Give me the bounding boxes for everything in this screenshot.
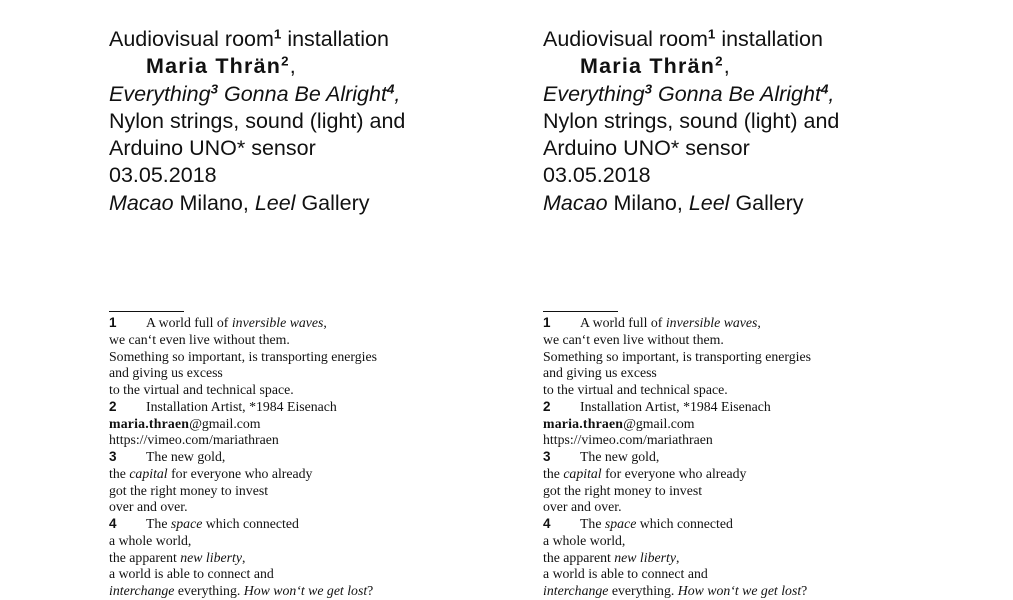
date: 03.05.2018: [109, 163, 217, 188]
footnote-ref: 1: [273, 26, 282, 42]
footnote-2: 2 Installation Artist, *1984 Eisenach: [543, 398, 771, 414]
footnote-3: 3 The new gold,: [543, 449, 660, 464]
footnote-divider: [109, 311, 184, 312]
caption-header: [109, 26, 509, 217]
footnote-line: a world is able to connect and: [109, 566, 274, 582]
footnote-ref: 2: [281, 53, 290, 69]
medium-line-2: Arduino UNO* sensor: [109, 136, 316, 161]
footnote-4: 4 The space which connected: [109, 516, 299, 531]
footnote-line: the capital for everyone who already: [543, 465, 747, 481]
artwork-title: Everything$^3$ Gonna Be Alright$^4$,: [109, 81, 401, 106]
footnote-number: 4: [109, 516, 117, 531]
footnote-line: Something so important, is transporting energies: [543, 348, 811, 364]
venue: Macao Milano, Leel Gallery: [543, 190, 804, 215]
footnote-line: and giving us excess: [543, 365, 657, 381]
medium-line-1: Nylon strings, sound (light) and: [543, 108, 840, 133]
medium-line-1: Nylon strings, sound (light) and: [109, 108, 406, 133]
date: 03.05.2018: [543, 163, 651, 188]
footnote-3: 3 The new gold,: [109, 449, 226, 464]
footnote-number: 2: [109, 398, 117, 414]
footnotes: [109, 315, 377, 600]
header-line-1: Audiovisual room$^1$ installation: [543, 26, 823, 51]
footnote-line: and giving us excess: [109, 365, 223, 381]
footnote-number: 3: [543, 449, 551, 464]
footnote-line: the capital for everyone who already: [109, 465, 313, 481]
footnote-ref: 1: [707, 26, 716, 42]
footnote-number: 1: [109, 315, 117, 330]
footnote-line: over and over.: [109, 499, 188, 515]
footnote-line: we can‘t even live without them.: [543, 331, 724, 347]
footnote-line: to the virtual and technical space.: [543, 382, 728, 397]
medium-line-2: Arduino UNO* sensor: [543, 136, 750, 161]
footnote-line: got the right money to invest: [109, 482, 269, 498]
footnote-divider: [543, 311, 618, 312]
footnotes: [543, 315, 811, 600]
artist-email: maria.thraen@gmail.com: [543, 415, 695, 431]
footnote-line: a world is able to connect and: [543, 566, 708, 582]
artist-name: Maria Thrän$^2$,: [580, 53, 731, 79]
footnote-number: 2: [543, 398, 551, 414]
footnote-line: interchange everything. How won‘t we get lost?: [543, 583, 808, 598]
column: [543, 26, 943, 598]
header-line-1: Audiovisual room$^1$ installation: [109, 26, 389, 51]
footnote-number: 1: [543, 315, 551, 330]
footnote-2: 2 Installation Artist, *1984 Eisenach: [109, 398, 337, 414]
footnote-line: the apparent new liberty,: [109, 549, 246, 565]
footnote-line: the apparent new liberty,: [543, 549, 680, 565]
artwork-title: Everything$^3$ Gonna Be Alright$^4$,: [543, 81, 835, 106]
footnote-line: Something so important, is transporting energies: [109, 348, 377, 364]
footnote-line: over and over.: [543, 499, 622, 515]
column: [109, 26, 509, 598]
artist-url: https://vimeo.com/mariathraen: [109, 432, 279, 448]
footnote-ref: 4: [386, 81, 395, 97]
footnote-ref: 3: [644, 81, 653, 97]
footnote-line: to the virtual and technical space.: [109, 382, 294, 397]
footnote-line: a whole world,: [543, 532, 626, 548]
footnote-1: 1 A world full of inversible waves,: [109, 315, 327, 330]
footnote-line: got the right money to invest: [543, 482, 703, 498]
footnote-number: 4: [543, 516, 551, 531]
footnote-ref: 3: [210, 81, 219, 97]
footnote-ref: 2: [715, 53, 724, 69]
footnote-number: 3: [109, 449, 117, 464]
artist-url: https://vimeo.com/mariathraen: [543, 432, 713, 448]
footnote-ref: 4: [820, 81, 829, 97]
artist-name: Maria Thrän$^2$,: [146, 53, 297, 79]
footnote-line: a whole world,: [109, 532, 192, 548]
footnote-4: 4 The space which connected: [543, 516, 733, 531]
footnote-1: 1 A world full of inversible waves,: [543, 315, 761, 330]
artist-email: maria.thraen@gmail.com: [109, 415, 261, 431]
footnote-line: interchange everything. How won‘t we get lost?: [109, 583, 374, 598]
caption-header: [543, 26, 943, 217]
footnote-line: we can‘t even live without them.: [109, 331, 290, 347]
venue: Macao Milano, Leel Gallery: [109, 190, 370, 215]
